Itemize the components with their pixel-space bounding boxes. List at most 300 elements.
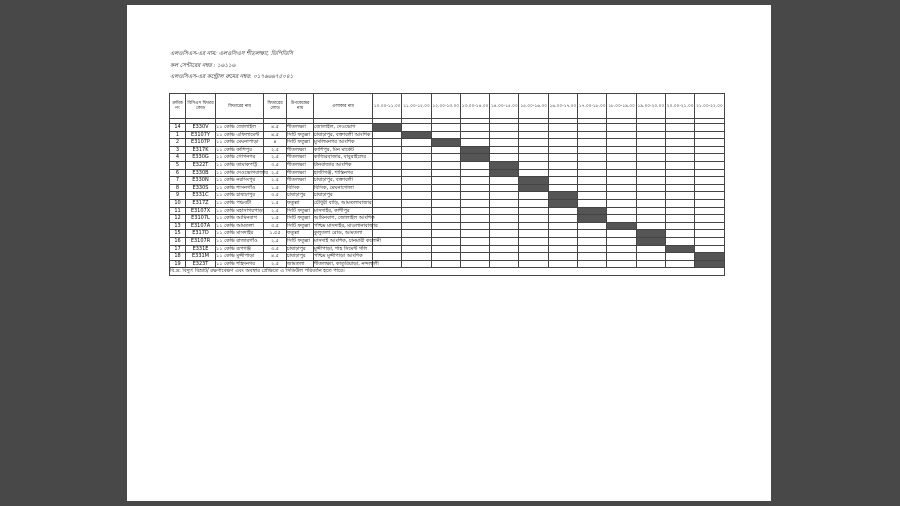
code-cell: E323T [186,260,216,268]
time-slot-cell [431,199,460,207]
serial-cell: 2 [170,139,186,147]
time-slot-cell [636,260,665,268]
time-slot-cell [373,215,402,223]
time-slot-cell [431,131,460,139]
feeder-name-cell: ১১ কেভি চাষাঢ়াপুর [216,192,264,200]
capacity-cell: ২.৫ [264,177,287,185]
time-slot-cell [402,154,431,162]
time-slot-cell [636,245,665,253]
time-slot-cell [548,161,577,169]
table-row [170,245,725,253]
outage-slot-shaded [373,124,402,132]
time-slot-cell [636,146,665,154]
outage-slot-shaded [636,230,665,238]
table-row [170,199,725,207]
capacity-cell: ২.৫ [264,169,287,177]
table-header-row [170,94,725,119]
footnote: বি.দ্র: বিদ্যুৎ বিভ্রাট/ রক্ষণাবেক্ষণ এবং অবস্থার প্রেক্ষিতে এ সিডিউল পরিবর্তন হতে পারে। [170,268,725,276]
table-row [170,230,725,238]
time-slot-cell [460,245,489,253]
outage-slot-shaded [636,237,665,245]
table-row [170,146,725,154]
time-slot-cell [695,177,724,185]
header-time-slot: ২০.০০-২১.০০ [665,94,694,119]
time-slot-cell [490,253,519,261]
time-slot-cell [460,222,489,230]
time-slot-cell [460,192,489,200]
time-slot-cell [665,184,694,192]
area-cell: পশ্চিম মাসদাইর, মাওলানাবাজার [314,222,378,229]
time-slot-cell [695,192,724,200]
code-cell: E317D [186,230,216,238]
area-cell: মুন্সীপাড়া, শাহ সিমেন্ট গলি [314,245,373,253]
time-slot-cell [460,161,489,169]
code-cell: E3107R [186,237,216,245]
time-slot-cell [431,215,460,223]
table-row [170,222,725,230]
time-slot-cell [665,260,694,268]
capacity-cell: ২.৫ [264,260,287,268]
footnote-row [170,268,725,276]
time-slot-cell [665,177,694,185]
time-slot-cell [607,192,636,200]
time-slot-cell [578,146,607,154]
table-row [170,192,725,200]
feeder-name-cell: ১১ কেভি এফিলামেন্ট [216,131,264,139]
time-slot-cell [578,169,607,177]
table-row [170,207,725,215]
time-slot-cell [402,260,431,268]
time-slot-cell [519,207,548,215]
code-cell: E331C [186,192,216,200]
outage-slot-shaded [695,253,724,261]
time-slot-cell [548,260,577,268]
serial-cell: 5 [170,161,186,169]
serial-cell: 11 [170,207,186,215]
time-slot-cell [519,260,548,268]
time-slot-cell [402,161,431,169]
time-slot-cell [519,161,548,169]
capacity-cell: ৪.৫ [264,124,287,132]
capacity-cell: ১.৫ [264,199,287,207]
time-slot-cell [460,124,489,132]
feeder-name-cell: ১১ কেভি আমতলা [216,222,264,230]
time-slot-cell [607,177,636,185]
header-time-slot: ১৭.০০-১৮.০০ [578,94,607,119]
document-header [170,49,293,84]
time-slot-cell [490,245,519,253]
time-slot-cell [578,230,607,238]
serial-cell: 7 [170,177,186,185]
time-slot-cell [636,253,665,261]
table-row [170,139,725,147]
time-slot-cell [548,222,577,230]
time-slot-cell [636,131,665,139]
feeder-name-cell: ১১ কেভি জোলাইল [216,124,264,132]
time-slot-cell [373,161,402,169]
time-slot-cell [402,124,431,132]
time-slot-cell [607,139,636,147]
time-slot-cell [607,161,636,169]
time-slot-cell [490,184,519,192]
capacity-cell: ৪ [264,139,287,147]
feeder-name-cell: ১১ কেভি রূপগঞ্জ [216,245,264,253]
time-slot-cell [431,169,460,177]
table-row [170,161,725,169]
capacity-cell: ১.৫ [264,215,287,223]
time-slot-cell [636,184,665,192]
time-slot-cell [636,139,665,147]
time-slot-cell [578,184,607,192]
time-slot-cell [548,230,577,238]
time-slot-cell [460,260,489,268]
time-slot-cell [578,154,607,162]
serial-cell: 19 [170,260,186,268]
outage-slot-shaded [460,154,489,162]
time-slot-cell [431,237,460,245]
table-body [170,119,725,268]
capacity-cell: ৩.৫ [264,161,287,169]
time-slot-cell [548,237,577,245]
header-code: বিসিএস ফিডার কোড [186,94,216,119]
time-slot-cell [490,177,519,185]
time-slot-cell [519,237,548,245]
substation-cell: চাষাঢ়াপুর [287,253,314,261]
time-slot-cell [402,199,431,207]
feeder-name-cell: ১১ কেভি শাসনগাঁও [216,184,264,192]
table-row [170,260,725,268]
code-cell: E330G [186,154,216,162]
time-slot-cell [607,124,636,132]
time-slot-cell [695,154,724,162]
area-cell: বিসিক, মেঘনাগোলা [314,184,373,192]
outage-slot-shaded [695,260,724,268]
area-cell: চাষাঢ়াপুর [314,192,373,200]
time-slot-cell [695,207,724,215]
header-time-slot: ১৯.০০-২০.০০ [636,94,665,119]
document-page [127,5,771,501]
serial-cell: 8 [170,184,186,192]
time-slot-cell [402,222,431,230]
outage-slot-shaded [578,215,607,223]
area-cell: টানবাজার আংশিক [314,161,373,169]
header-capacity: ফিডারের লোড [264,94,287,119]
time-slot-cell [402,237,431,245]
feeder-name-cell: ১১ কেভি তামাকপট্টি [216,161,264,169]
time-slot-cell [548,207,577,215]
time-slot-cell [402,184,431,192]
time-slot-cell [665,139,694,147]
header-time-slot: ১০.০০-১১.০০ [373,94,402,119]
feeder-name-cell: ১১ কেভি গোগনগর [216,154,264,162]
time-slot-cell [665,215,694,223]
time-slot-cell [490,154,519,162]
time-slot-cell [373,207,402,215]
substation-cell: সিটি ফতুল্লা [287,207,314,215]
code-cell: E3107P [186,139,216,147]
area-cell: মাসদাইর, কাশীপুর [314,207,373,215]
table-row [170,253,725,261]
serial-cell: 9 [170,192,186,200]
time-slot-cell [373,230,402,238]
time-slot-cell [490,222,519,230]
code-cell: E330S [186,184,216,192]
time-slot-cell [636,215,665,223]
feeder-name-cell: ১১ কেভি মেঘনাপাড়া [216,139,264,147]
serial-cell: 15 [170,230,186,238]
time-slot-cell [578,192,607,200]
area-cell: মুসলিমনগর আংশিক [314,139,373,147]
table-row [170,154,725,162]
substation-cell: চাষাঢ়াপুর [287,245,314,253]
time-slot-cell [695,245,724,253]
time-slot-cell [695,230,724,238]
outage-slot-shaded [490,169,519,177]
time-slot-cell [490,199,519,207]
code-cell: E331M [186,253,216,261]
table-row [170,169,725,177]
time-slot-cell [607,184,636,192]
area-cell: কাজিরবাজার, বাবুরাইলের [314,154,373,162]
time-slot-cell [607,215,636,223]
time-slot-cell [548,124,577,132]
serial-cell: 18 [170,253,186,261]
time-slot-cell [460,230,489,238]
time-slot-cell [490,215,519,223]
header-time-slot: ১৬.০০-১৭.০০ [548,94,577,119]
serial-cell: 4 [170,154,186,162]
time-slot-cell [431,207,460,215]
code-cell: E3107X [186,207,216,215]
substation-cell: বিসিক [287,184,314,192]
capacity-cell: ২.৫ [264,146,287,154]
feeder-name-cell: ১১ কেভি আমিনবাগ [216,215,264,223]
table-row [170,215,725,223]
time-slot-cell [402,245,431,253]
table-row [170,124,725,132]
time-slot-cell [373,177,402,185]
time-slot-cell [519,192,548,200]
time-slot-cell [402,169,431,177]
time-slot-cell [607,253,636,261]
area-cell: চাষাঢ়াপুর, বক্তাবলী আংশিক [314,131,373,139]
capacity-cell: ২.৫ [264,207,287,215]
time-slot-cell [578,253,607,261]
time-slot-cell [431,230,460,238]
locs-name-line: এলওসিএস-এর নাম: এলওসিএস শীতলক্ষ্যা, ডিপিডিসি [170,51,293,57]
serial-cell: 16 [170,237,186,245]
time-slot-cell [665,146,694,154]
time-slot-cell [548,169,577,177]
time-slot-cell [636,169,665,177]
time-slot-cell [490,260,519,268]
substation-cell: সিটি ফতুল্লা [287,222,314,230]
feeder-name-cell: ১১ কেভি কাশিপুর [216,146,264,154]
time-slot-cell [607,230,636,238]
time-slot-cell [695,222,724,230]
time-slot-cell [607,154,636,162]
serial-cell: 1 [170,131,186,139]
outage-slot-shaded [402,131,431,139]
time-slot-cell [460,131,489,139]
time-slot-cell [695,169,724,177]
time-slot-cell [460,207,489,215]
time-slot-cell [607,260,636,268]
header-substation: উপকেন্দ্রের নাম [287,94,314,119]
substation-cell: শীতলক্ষ্যা [287,169,314,177]
outage-slot-shaded [548,192,577,200]
time-slot-cell [402,215,431,223]
area-cell: মাসদাই আংশিক, চানমারী কলোনী [314,237,382,244]
code-cell: E3107Y [186,131,216,139]
capacity-cell: ৩.৫ [264,192,287,200]
time-slot-cell [578,260,607,268]
time-slot-cell [402,146,431,154]
time-slot-cell [402,177,431,185]
serial-cell: 17 [170,245,186,253]
time-slot-cell [519,199,548,207]
time-slot-cell [578,237,607,245]
feeder-name-cell: ১১ কেভি শহিদনগর [216,260,264,268]
time-slot-cell [636,192,665,200]
code-cell: E330B [186,169,216,177]
substation-cell: শীতলক্ষ্যা [287,161,314,169]
serial-cell: 12 [170,215,186,223]
time-slot-cell [373,169,402,177]
time-slot-cell [373,199,402,207]
feeder-name-cell: ১১ কেভি মুন্সীপাড়া [216,253,264,261]
area-cell: পশ্চিম মুন্সীপাড়া আংশিক [314,253,373,261]
time-slot-cell [665,131,694,139]
time-slot-cell [695,161,724,169]
substation-cell: জামতলা [287,260,314,268]
substation-cell: ফতুল্লা [287,199,314,207]
time-slot-cell [519,146,548,154]
time-slot-cell [402,230,431,238]
time-slot-cell [695,139,724,147]
time-slot-cell [607,169,636,177]
header-time-slot: ১২.০০-১৩.০০ [431,94,460,119]
time-slot-cell [519,230,548,238]
code-cell: E3107A [186,222,216,230]
time-slot-cell [695,199,724,207]
time-slot-cell [519,131,548,139]
time-slot-cell [519,124,548,132]
time-slot-cell [665,154,694,162]
time-slot-cell [548,245,577,253]
substation-cell: সিটি ফতুল্লা [287,237,314,245]
time-slot-cell [519,222,548,230]
time-slot-cell [431,161,460,169]
time-slot-cell [431,184,460,192]
time-slot-cell [665,161,694,169]
time-slot-cell [607,146,636,154]
substation-cell: শীতলক্ষ্যা [287,124,314,132]
outage-slot-shaded [460,146,489,154]
time-slot-cell [373,184,402,192]
time-slot-cell [490,124,519,132]
header-feeder: ফিডারের নাম [216,94,264,119]
time-slot-cell [578,124,607,132]
substation-cell: শীতলক্ষ্যা [287,177,314,185]
area-cell: শীতলক্ষ্যা, কাতুরিয়াড়া, নন্দলালী [314,260,379,267]
serial-cell: 6 [170,169,186,177]
header-time-slot: ১৪.০০-১৫.০০ [490,94,519,119]
capacity-cell: ১.৫৫ [264,230,287,238]
capacity-cell: ৩.৫ [264,222,287,230]
time-slot-cell [519,245,548,253]
table-row [170,237,725,245]
table-row [170,184,725,192]
time-slot-cell [578,139,607,147]
area-cell: চৌধুরী বাড়ি, আমতলাবাজার [314,199,372,206]
feeder-name-cell: ১১ কেভি নরসিংপুর [216,177,264,185]
serial-cell: 3 [170,146,186,154]
time-slot-cell [578,245,607,253]
capacity-cell: ১.৫ [264,184,287,192]
area-cell: চাষাঢ়াপুর, বক্তাবলী [314,177,373,185]
time-slot-cell [665,222,694,230]
time-slot-cell [460,169,489,177]
time-slot-cell [373,139,402,147]
feeder-name-cell: ১১ কেভি মাসদাইর [216,230,264,238]
header-time-slot: ১৮.০০-১৯.০০ [607,94,636,119]
time-slot-cell [373,131,402,139]
time-slot-cell [519,253,548,261]
substation-cell: শীতলক্ষ্যা [287,146,314,154]
control-room-line: এলওসিএস-এর কন্ট্রোল রুমের নম্বর: ০১৭৬৬৬৭৫০৪১ [170,74,294,80]
outage-slot-shaded [431,139,460,147]
time-slot-cell [665,199,694,207]
time-slot-cell [636,124,665,132]
outage-slot-shaded [665,245,694,253]
time-slot-cell [578,177,607,185]
header-time-slot: ১৩.০০-১৪.০০ [460,94,489,119]
time-slot-cell [578,131,607,139]
time-slot-cell [665,237,694,245]
capacity-cell: ৪.৫ [264,253,287,261]
substation-cell: ফতুল্লা [287,230,314,238]
time-slot-cell [695,215,724,223]
outage-slot-shaded [519,177,548,185]
header-area: এলাকার নাম [314,94,373,119]
serial-cell: 13 [170,222,186,230]
time-slot-cell [460,237,489,245]
time-slot-cell [490,146,519,154]
outage-slot-shaded [519,184,548,192]
time-slot-cell [665,230,694,238]
time-slot-cell [373,245,402,253]
time-slot-cell [431,253,460,261]
code-cell: E330V [186,124,216,132]
code-cell: E317K [186,146,216,154]
time-slot-cell [490,237,519,245]
substation-cell: শীতলক্ষ্যা [287,154,314,162]
capacity-cell: ২.৫ [264,237,287,245]
code-cell: E3107L [186,215,216,223]
header-time-slot: ২১.০০-২২.০০ [695,94,724,119]
time-slot-cell [373,146,402,154]
time-slot-cell [665,192,694,200]
header-serial: ক্রমিক নং [170,94,186,119]
time-slot-cell [607,245,636,253]
time-slot-cell [373,154,402,162]
time-slot-cell [431,177,460,185]
substation-cell: চাষাঢ়াপুর [287,192,314,200]
time-slot-cell [548,215,577,223]
time-slot-cell [519,215,548,223]
feeder-name-cell: ১১ কেভি পঞ্চবটী [216,199,264,207]
